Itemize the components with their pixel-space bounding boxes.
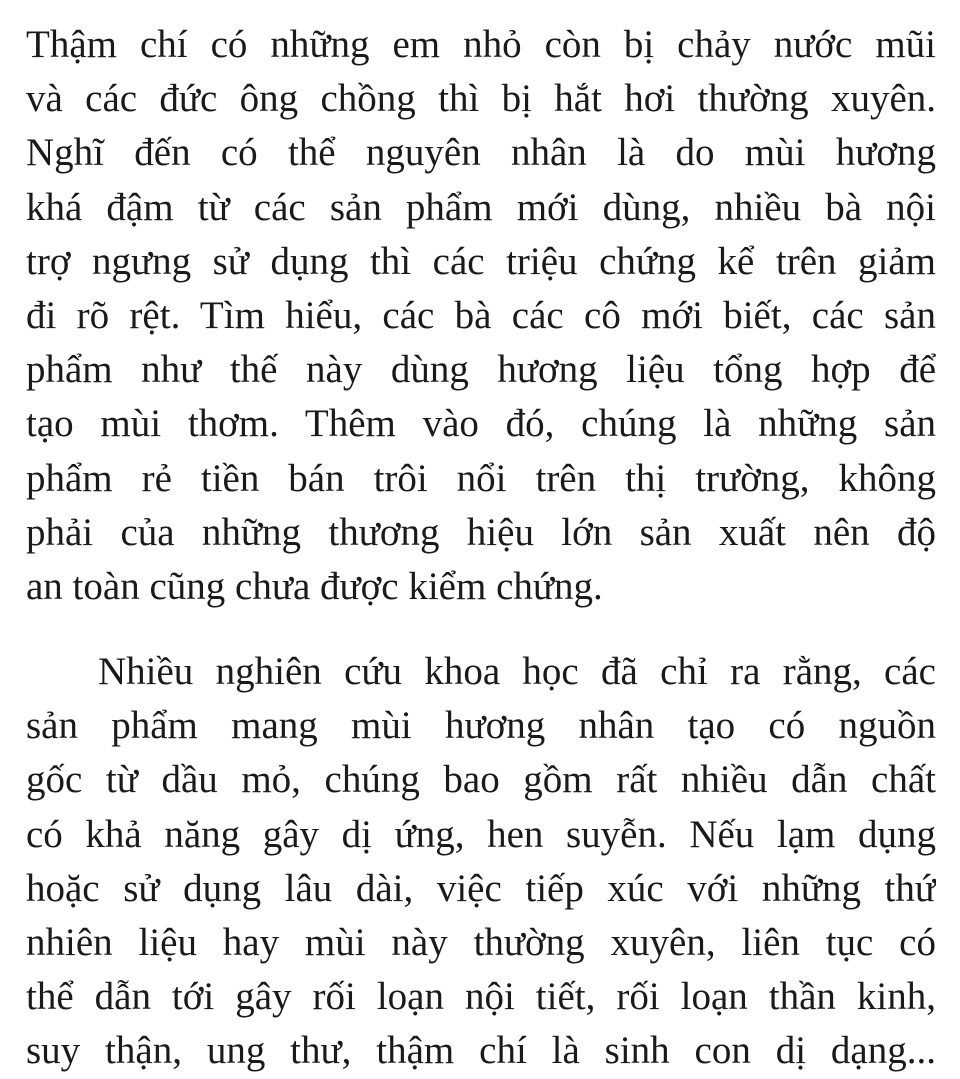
text-line: an toàn cũng chưa được kiểm chứng. xyxy=(26,564,603,608)
text-line: phẩm rẻ tiền bán trôi nổi trên thị trường, không xyxy=(26,456,936,500)
text-line: có khả năng gây dị ứng, hen suyễn. Nếu lạm dụng xyxy=(26,812,936,856)
text-line: thể dẫn tới gây rối loạn nội tiết, rối loạn thần kinh, xyxy=(26,975,936,1019)
text-line: khá đậm từ các sản phẩm mới dùng, nhiều bà nội xyxy=(26,185,936,229)
text-line: gốc từ dầu mỏ, chúng bao gồm rất nhiều dẫn chất xyxy=(26,758,936,802)
text-line: sản phẩm mang mùi hương nhân tạo có nguồn xyxy=(26,704,936,748)
text-line: suy thận, ung thư, thậm chí là sinh con dị dạng... xyxy=(26,1029,936,1073)
text-line: Thậm chí có những em nhỏ còn bị chảy nước mũi xyxy=(26,23,936,66)
text-line: đi rõ rệt. Tìm hiểu, các bà các cô mới biết, các sản xyxy=(26,293,936,337)
paragraph-2 xyxy=(26,645,936,1079)
text-line: Nghĩ đến có thể nguyên nhân là do mùi hương xyxy=(26,131,936,175)
text-line: phải của những thương hiệu lớn sản xuất nên độ xyxy=(26,510,936,554)
text-line: phẩm như thế này dùng hương liệu tổng hợp để xyxy=(26,348,936,392)
text-line: nhiên liệu hay mùi này thường xuyên, liên tục có xyxy=(26,921,936,964)
text-line: và các đức ông chồng thì bị hắt hơi thường xuyên. xyxy=(26,77,936,121)
paragraph-1 xyxy=(26,18,936,614)
text-line: tạo mùi thơm. Thêm vào đó, chúng là những sản xyxy=(26,402,936,446)
paragraph-gap xyxy=(26,614,936,645)
text-line: hoặc sử dụng lâu dài, việc tiếp xúc với những thứ xyxy=(26,866,936,910)
text-line: Nhiều nghiên cứu khoa học đã chỉ ra rằng, các xyxy=(98,650,936,694)
text-line: trợ ngưng sử dụng thì các triệu chứng kể trên giảm xyxy=(26,239,936,283)
document-page xyxy=(26,18,936,1079)
